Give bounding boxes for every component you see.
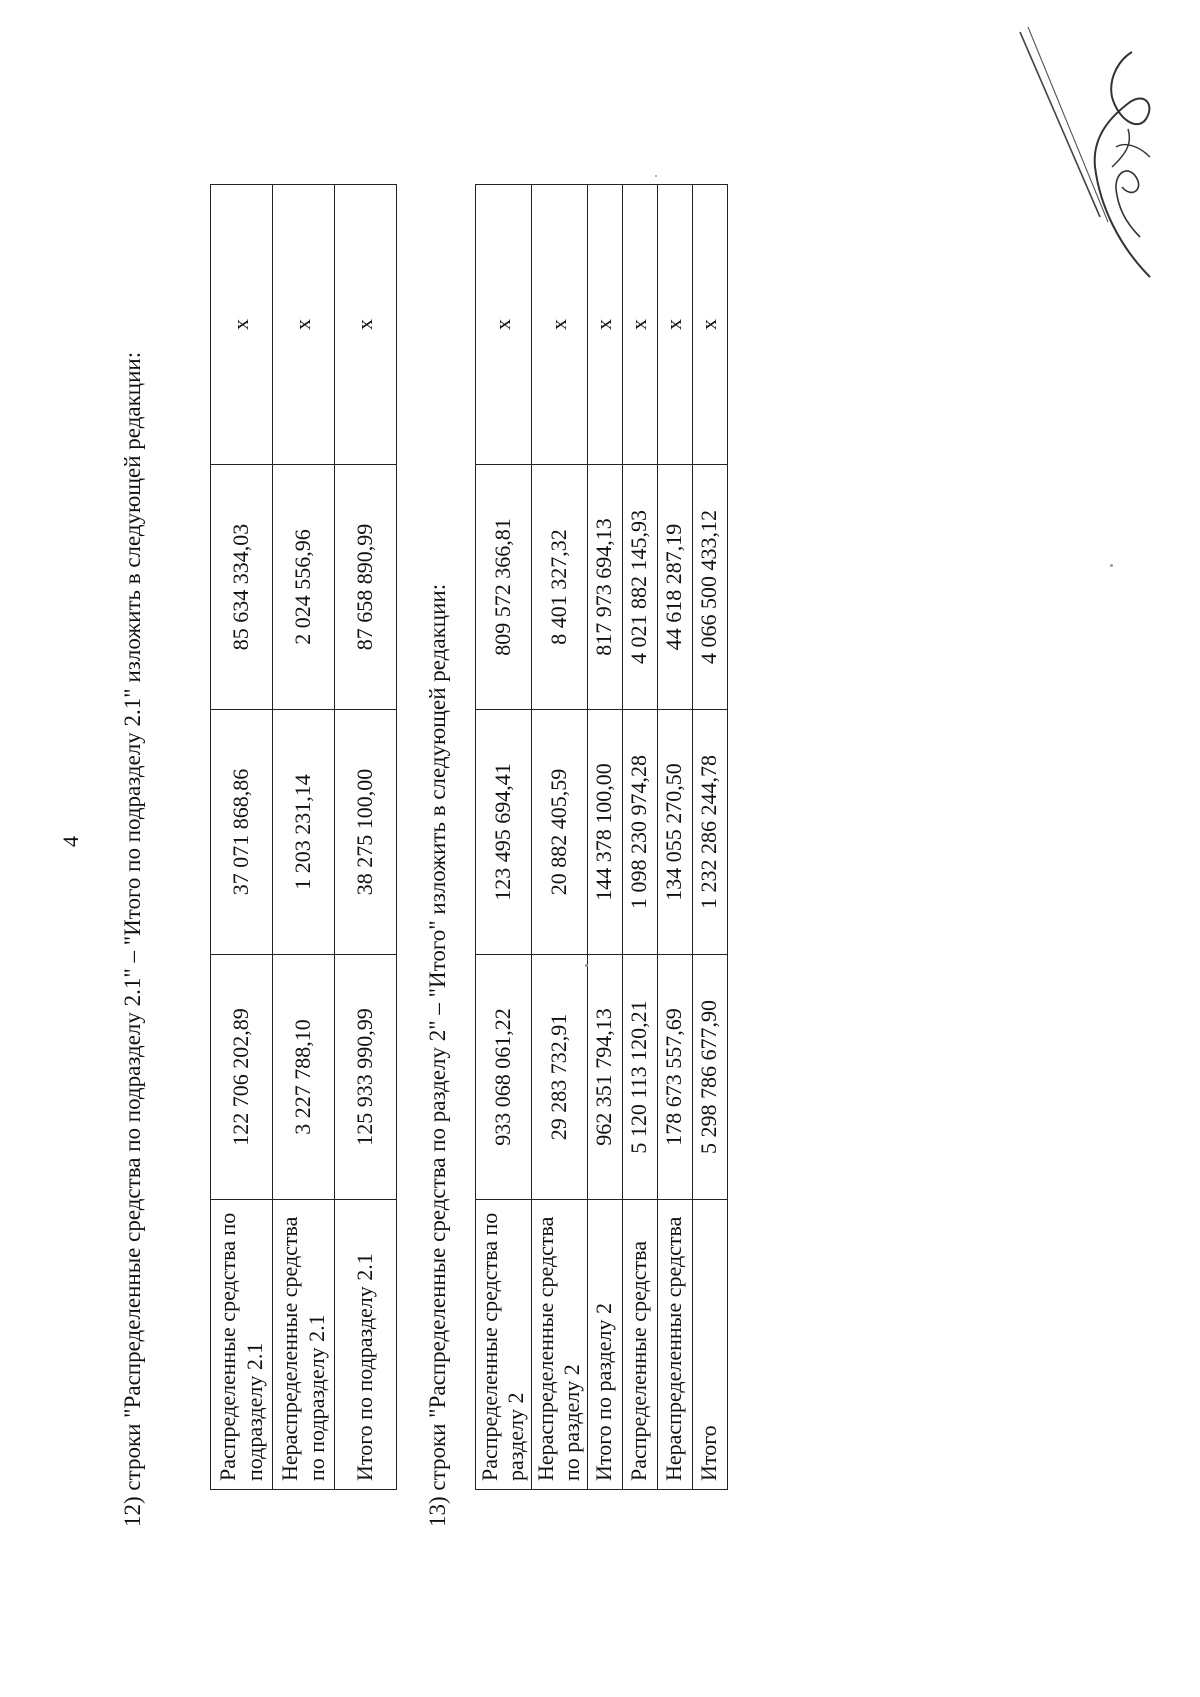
table-row: [692, 185, 727, 1490]
row-label: Итого: [692, 1200, 727, 1490]
value-cell: 20 882 405,59: [531, 710, 587, 955]
x-cell: х: [657, 185, 692, 465]
x-cell: х: [273, 185, 335, 465]
value-cell: 8 401 327,32: [531, 465, 587, 710]
table-section-2: [475, 184, 728, 1490]
x-cell: х: [531, 185, 587, 465]
value-cell: 4 066 500 433,12: [692, 465, 727, 710]
row-label: Нераспределенные средства по подразделу 2.1: [273, 1200, 335, 1490]
row-label: Нераспределенные средства: [657, 1200, 692, 1490]
table-row: [273, 185, 335, 1490]
value-cell: 37 071 868,86: [211, 710, 273, 955]
value-cell: 122 706 202,89: [211, 955, 273, 1200]
row-label: Распределенные средства по подразделу 2.1: [211, 1200, 273, 1490]
scan-speck: [1110, 564, 1113, 567]
value-cell: 134 055 270,50: [657, 710, 692, 955]
table-row: [587, 185, 622, 1490]
value-cell: 4 021 882 145,93: [622, 465, 657, 710]
x-cell: х: [476, 185, 532, 465]
page-number: 4: [58, 836, 83, 847]
value-cell: 29 283 732,91: [531, 955, 587, 1200]
value-cell: 5 120 113 120,21: [622, 955, 657, 1200]
table-row: [476, 185, 532, 1490]
value-cell: 125 933 990,99: [335, 955, 397, 1200]
value-cell: 44 618 287,19: [657, 465, 692, 710]
table-row: [335, 185, 397, 1490]
scan-speck: [585, 964, 588, 967]
value-cell: 809 572 366,81: [476, 465, 532, 710]
value-cell: 1 203 231,14: [273, 710, 335, 955]
value-cell: 962 351 794,13: [587, 955, 622, 1200]
value-cell: 144 378 100,00: [587, 710, 622, 955]
value-cell: 3 227 788,10: [273, 955, 335, 1200]
value-cell: 5 298 786 677,90: [692, 955, 727, 1200]
x-cell: х: [692, 185, 727, 465]
row-label: Итого по разделу 2: [587, 1200, 622, 1490]
table-row: [657, 185, 692, 1490]
x-cell: х: [211, 185, 273, 465]
x-cell: х: [335, 185, 397, 465]
table-row: [531, 185, 587, 1490]
value-cell: 817 973 694,13: [587, 465, 622, 710]
value-cell: 178 673 557,69: [657, 955, 692, 1200]
table-row: [211, 185, 273, 1490]
table-row: [622, 185, 657, 1490]
row-label: Итого по подразделу 2.1: [335, 1200, 397, 1490]
value-cell: 1 232 286 244,78: [692, 710, 727, 955]
row-label: Распределенные средства: [622, 1200, 657, 1490]
signature-icon: [1000, 17, 1180, 317]
x-cell: х: [587, 185, 622, 465]
paragraph-12: 12) строки "Распределенные средства по подразделу 2.1" – "Итого по подразделу 2.1" изложить в следующей редакции:: [120, 351, 145, 1527]
x-cell: х: [622, 185, 657, 465]
value-cell: 87 658 890,99: [335, 465, 397, 710]
value-cell: 123 495 694,41: [476, 710, 532, 955]
value-cell: 85 634 334,03: [211, 465, 273, 710]
value-cell: 38 275 100,00: [335, 710, 397, 955]
value-cell: 2 024 556,96: [273, 465, 335, 710]
value-cell: 1 098 230 974,28: [622, 710, 657, 955]
row-label: Распределенные средства по разделу 2: [476, 1200, 532, 1490]
value-cell: 933 068 061,22: [476, 955, 532, 1200]
table-subsection-2-1: [210, 184, 397, 1490]
row-label: Нераспределенные средства по разделу 2: [531, 1200, 587, 1490]
paragraph-13: 13) строки "Распределенные средства по разделу 2" – "Итого" изложить в следующей редакции:: [425, 583, 450, 1527]
scan-speck: [655, 175, 657, 177]
